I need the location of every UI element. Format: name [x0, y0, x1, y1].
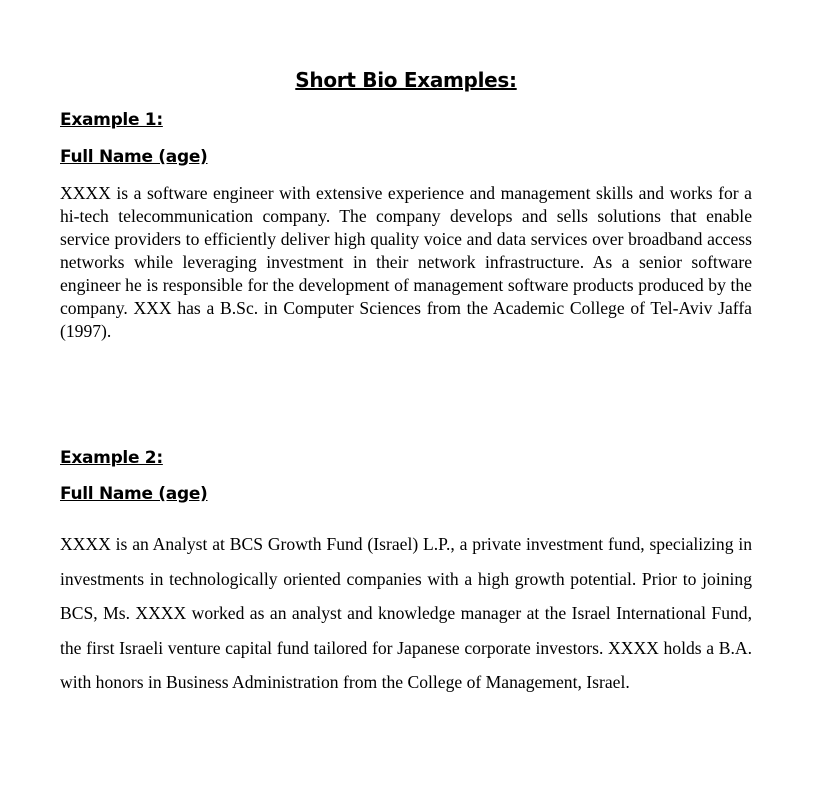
example-1-bio: XXXX is a software engineer with extensive experience and management skills and works for a hi-tech telecommunication company. The company develops and sells solutions that enable service providers to efficiently deliver high quality voice and data services over broadband access networks while leveraging investment in their network infrastructure. As a senior software engineer he is responsible for the development of management software products produced by the company. XXX has a B.Sc. in Computer Sciences from the Academic College of Tel-Aviv Jaffa (1997). [60, 183, 752, 341]
document-title: Short Bio Examples: [295, 68, 517, 92]
example-1-name-heading: Full Name (age) [60, 147, 208, 167]
example-2-bio: XXXX is an Analyst at BCS Growth Fund (Israel) L.P., a private investment fund, specializing in investments in technologically oriented companies with a high growth potential. Prior to joining BCS, Ms. XXXX worked as an analyst and knowledge manager at the Israel International Fund, the first Israeli venture capital fund tailored for Japanese corporate investors. XXXX holds a B.A. with honors in Business Administration from the College of Management, Israel. [60, 534, 752, 693]
example-1-label: Example 1: [60, 110, 163, 130]
example-2-name-heading: Full Name (age) [60, 484, 208, 504]
example-2-label: Example 2: [60, 448, 163, 468]
